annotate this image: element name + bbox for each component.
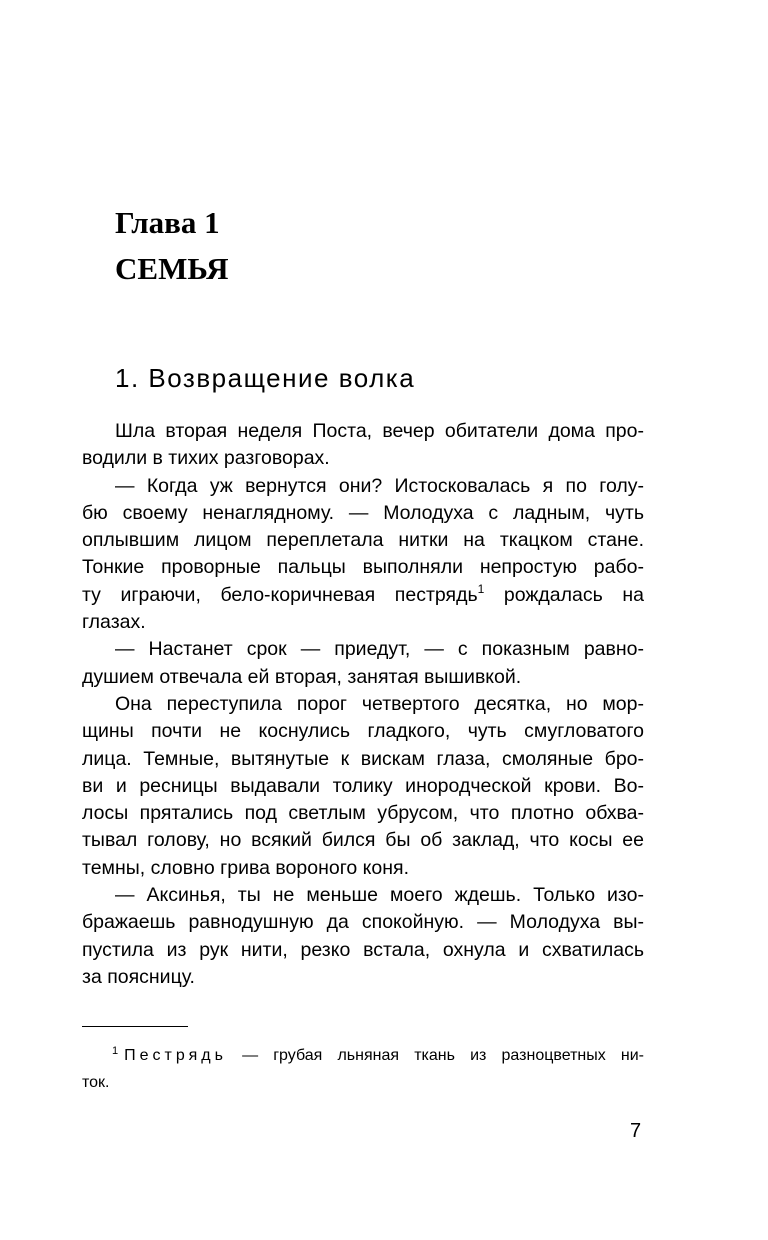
paragraph xyxy=(82,636,644,691)
text-line: глазах. xyxy=(82,611,146,634)
footnote-line xyxy=(82,1042,644,1069)
footnote-marker: 1 xyxy=(112,1045,119,1057)
text-line: за поясницу. xyxy=(82,965,195,988)
text-line: ви и ресницы выдавали толику инородческой крови. Во- xyxy=(82,774,644,797)
footnote-term: Пестрядь xyxy=(124,1047,227,1064)
chapter-label: Глава 1 xyxy=(115,205,220,240)
paragraph xyxy=(82,418,644,473)
section-heading: 1. Возвращение волка xyxy=(115,363,416,393)
text-line xyxy=(82,582,644,609)
text-line: Она переступила порог четвертого десятка, но мор- xyxy=(115,692,644,715)
body-text xyxy=(82,418,644,991)
text-line: лосы прятались под светлым убрусом, что плотно обхва- xyxy=(82,802,644,825)
chapter-heading xyxy=(115,200,229,292)
text-line: — Настанет срок — приедут, — с показным равно- xyxy=(115,638,644,661)
paragraph xyxy=(82,882,644,991)
text-line: бражаешь равнодушную да спокойную. — Молодуха вы- xyxy=(82,911,644,934)
text-line: Шла вторая неделя Поста, вечер обитатели дома про- xyxy=(115,420,644,442)
text-line: щины почти не коснулись гладкого, чуть смугловатого xyxy=(82,720,644,743)
footnote xyxy=(82,1042,644,1096)
text-line: тывал голову, но всякий бился бы об заклад, что косы ее xyxy=(82,829,644,852)
paragraph xyxy=(82,691,644,882)
text-line: лица. Темные, вытянутые к вискам глаза, смоляные бро- xyxy=(82,747,644,770)
text-line: бю своему ненаглядному. — Молодуха с ладным, чуть xyxy=(82,501,644,524)
text-line: пустила из рук нити, резко встала, охнула и схватилась xyxy=(82,938,644,961)
text-fragment: ту играючи, бело-коричневая пестрядь xyxy=(82,583,478,606)
text-line: водили в тихих разговорах. xyxy=(82,447,330,470)
footnote-reference[interactable]: 1 xyxy=(477,581,485,596)
footnote-line: ток. xyxy=(82,1074,110,1091)
text-line: темны, словно грива вороного коня. xyxy=(82,856,409,879)
paragraph xyxy=(82,473,644,637)
footnote-divider xyxy=(82,1026,188,1027)
text-line: душием отвечала ей вторая, занятая вышивкой. xyxy=(82,665,522,688)
text-line: — Когда уж вернутся они? Истосковалась я по голу- xyxy=(115,474,644,497)
text-line: Тонкие проворные пальцы выполняли непростую рабо- xyxy=(82,556,644,579)
text-line: оплывшим лицом переплетала нитки на ткацком стане. xyxy=(82,529,644,552)
chapter-title: СЕМЬЯ xyxy=(115,251,229,286)
page-number: 7 xyxy=(630,1120,642,1142)
footnote-definition: — грубая льняная ткань из разноцветных ни- xyxy=(226,1047,644,1064)
text-line: — Аксинья, ты не меньше моего ждешь. Только изо- xyxy=(115,884,644,907)
text-fragment: рождалась на xyxy=(484,583,645,606)
